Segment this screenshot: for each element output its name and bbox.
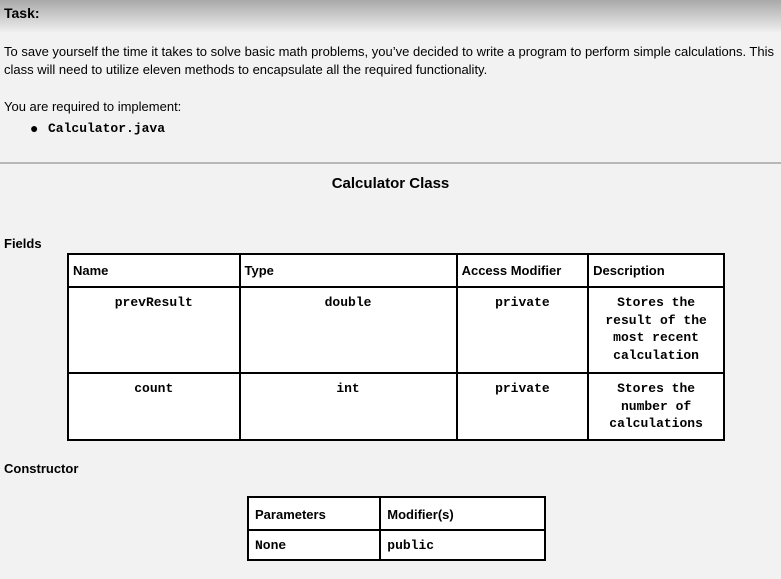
class-title: Calculator Class [331,175,450,192]
file-name: Calculator.java [48,120,166,136]
column-header-name: Name [68,254,240,287]
field-description-cell: Stores the result of the most recent calculation [588,287,724,373]
column-header-description: Description [588,254,724,287]
constructor-label: Constructor [4,461,79,476]
column-header-access-modifier: Access Modifier [457,254,589,287]
fields-table [67,253,725,441]
file-list-item [30,120,165,136]
table-row [68,287,724,373]
constructor-table [247,496,546,561]
column-header-modifiers: Modifier(s) [380,497,545,530]
implement-label: You are required to implement: [4,99,182,114]
field-name-cell: count [68,373,240,440]
fields-header-row [68,254,724,287]
field-type-cell: int [240,373,457,440]
field-name-cell: prevResult [68,287,240,373]
constructor-parameters-cell: None [248,530,380,560]
field-description-cell: Stores the number of calculations [588,373,724,440]
constructor-header-row [248,497,545,530]
intro-paragraph: To save yourself the time it takes to solve basic math problems, you’ve decided to write a program to perform simple calculations. This class will need to utilize eleven methods to encapsulate all the required functionality. [4,44,774,77]
column-header-parameters: Parameters [248,497,380,530]
task-title: Task: [4,5,40,21]
column-header-type: Type [240,254,457,287]
field-type-cell: double [240,287,457,373]
constructor-modifiers-cell: public [380,530,545,560]
section-divider [0,162,781,164]
table-row [68,373,724,440]
bullet-icon: ● [30,120,39,136]
field-access-cell: private [457,373,589,440]
field-access-cell: private [457,287,589,373]
table-row [248,530,545,560]
task-header-bar [0,0,781,32]
fields-label: Fields [4,236,42,251]
